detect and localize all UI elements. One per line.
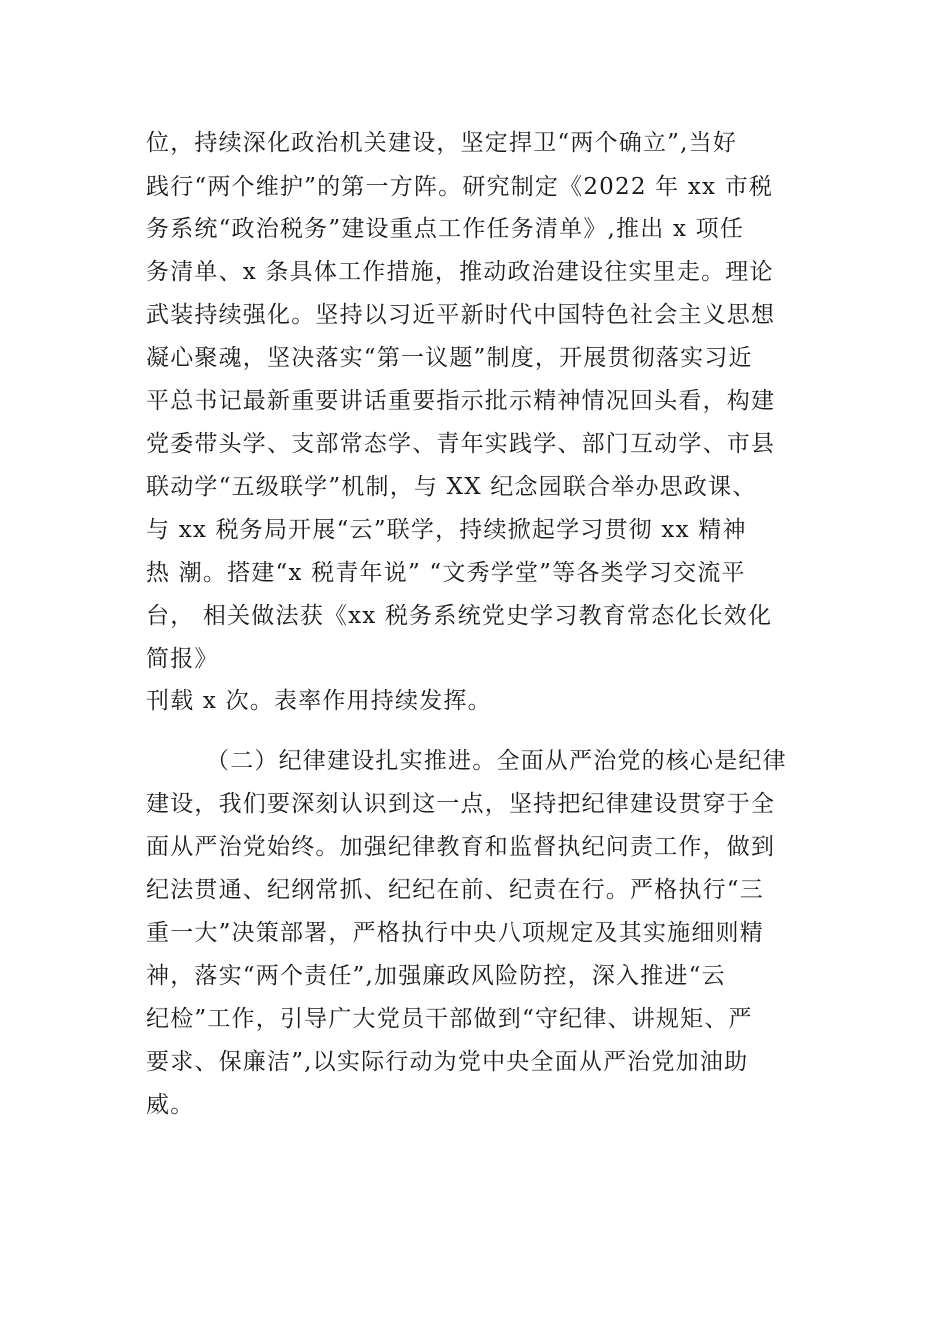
text-line: 刊载 x 次。表率作用持续发挥。 [146, 688, 492, 714]
text-line: 平总书记最新重要讲话重要指示批示精神情况回头看，构建 [146, 388, 776, 414]
text-line: 面从严治党始终。加强纪律教育和监督执纪问责工作，做到 [146, 834, 776, 860]
text-line: 要求、保廉洁”,以实际行动为党中央全面从严治党加油助 [146, 1049, 749, 1075]
text-line: 建设，我们要深刻认识到这一点，坚持把纪律建设贯穿于全 [146, 791, 776, 817]
text-line: 神，落实“两个责任”,加强廉政风险防控，深入推进“云 [146, 963, 726, 989]
text-line: 纪检”工作，引导广大党员干部做到“守纪律、讲规矩、严 [146, 1006, 753, 1032]
section-heading-line: （二）纪律建设扎实推进。全面从严治党的核心是纪律 [206, 748, 787, 774]
text-line: 位，持续深化政治机关建设，坚定捍卫“两个确立”,当好 [146, 130, 738, 156]
text-line: 热 潮。搭建“x 税青年说” “文秀学堂”等各类学习交流平 [146, 560, 746, 586]
text-line: 台， 相关做法获《xx 税务系统党史学习教育常态化长效化 [146, 603, 773, 629]
text-line: 简报》 [146, 646, 219, 672]
text-line: 武装持续强化。坚持以习近平新时代中国特色社会主义思想 [146, 302, 776, 328]
text-line: 纪法贯通、纪纲常抓、纪纪在前、纪责在行。严格执行“三 [146, 877, 764, 903]
text-line: 务清单、x 条具体工作措施，推动政治建设往实里走。理论 [146, 259, 774, 285]
text-line: 威。 [146, 1092, 195, 1118]
text-line: 凝心聚魂，坚决落实“第一议题”制度，开展贯彻落实习近 [146, 345, 753, 371]
text-line: 与 xx 税务局开展“云”联学，持续掀起学习贯彻 xx 精神 [146, 517, 747, 543]
text-line: 践行“两个维护”的第一方阵。研究制定《2022 年 xx 市税 [146, 174, 774, 200]
text-line: 重一大”决策部署，严格执行中央八项规定及其实施细则精 [146, 920, 764, 946]
text-line: 联动学“五级联学”机制，与 XX 纪念园联合举办思政课、 [146, 474, 757, 500]
text-line: 务系统“政治税务”建设重点工作任务清单》,推出 x 项任 [146, 216, 745, 242]
text-line: 党委带头学、支部常态学、青年实践学、部门互动学、市县 [146, 431, 776, 457]
